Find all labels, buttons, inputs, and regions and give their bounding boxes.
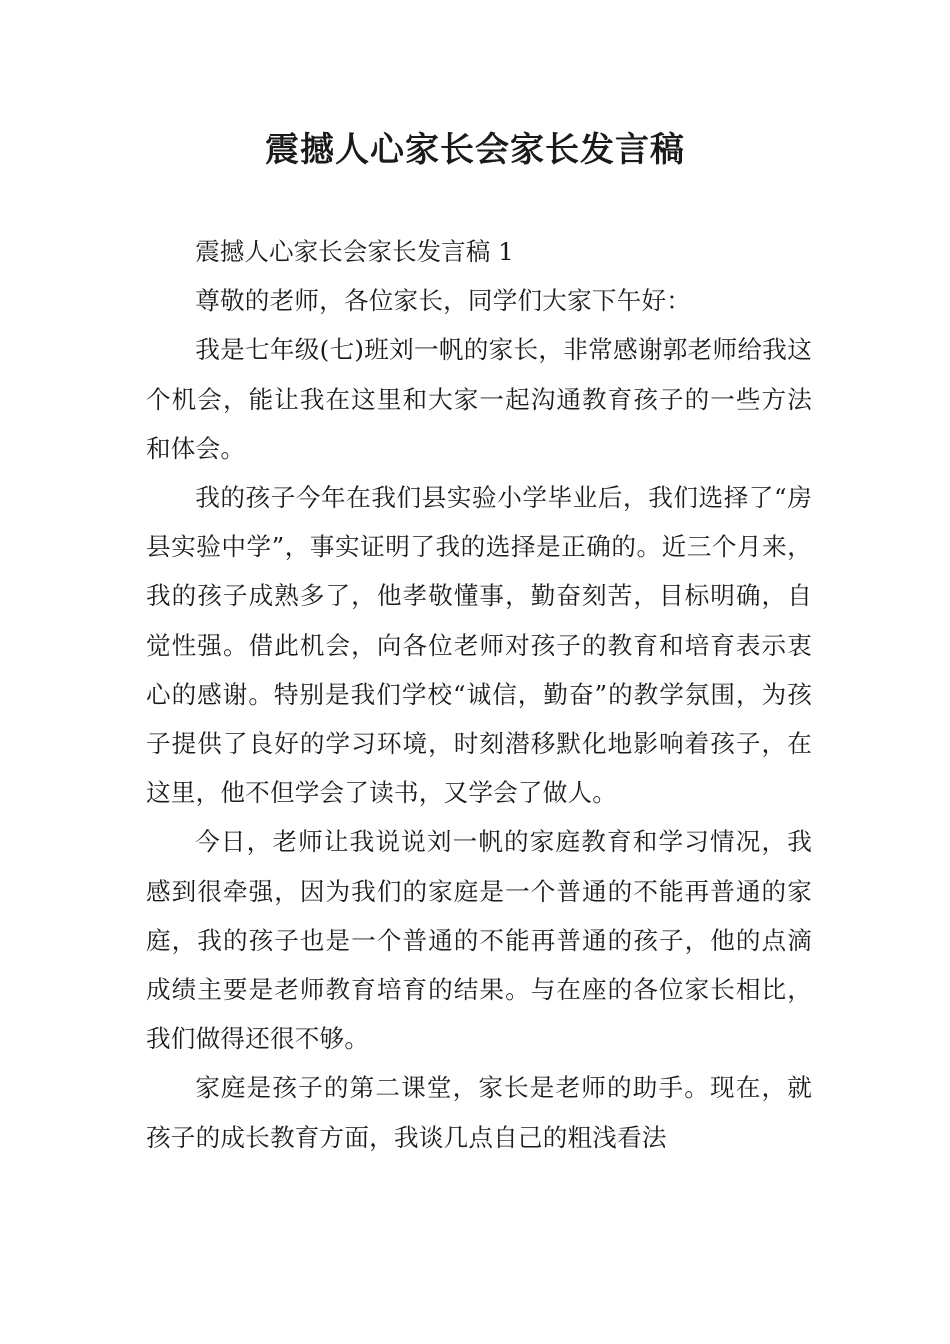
body-paragraph: 家庭是孩子的第二课堂，家长是老师的助手。现在，就孩子的成长教育方面，我谈几点自己的粗浅看法: [146, 1073, 812, 1152]
body-paragraph: 我的孩子今年在我们县实验小学毕业后，我们选择了“房县实验中学”，事实证明了我的选择是正确的。近三个月来，我的孩子成熟多了，他孝敬懂事，勤奋刻苦，目标明确，自觉性强。借此机会，向各位老师对孩子的教育和培育表示衷心的感谢。特别是我们学校“诚信，勤奋”的教学氛围，为孩子提供了良好的学习环境，时刻潜移默化地影响着孩子，在这里，他不但学会了读书，又学会了做人。: [146, 483, 812, 808]
document-title: 震撼人心家长会家长发言稿: [265, 130, 685, 170]
greeting-paragraph: 尊敬的老师，各位家长，同学们大家下午好：: [195, 286, 692, 316]
document-body: [146, 227, 812, 1162]
body-paragraph: 我是七年级(七)班刘一帆的家长，非常感谢郭老师给我这个机会，能让我在这里和大家一起沟通教育孩子的一些方法和体会。: [146, 335, 812, 463]
body-paragraph: 今日，老师让我说说刘一帆的家庭教育和学习情况，我感到很牵强，因为我们的家庭是一个普通的不能再普通的家庭，我的孩子也是一个普通的不能再普通的孩子，他的点滴成绩主要是老师教育培育的结果。与在座的各位家长相比，我们做得还很不够。: [146, 827, 812, 1054]
section-heading: 震撼人心家长会家长发言稿 1: [195, 237, 514, 266]
